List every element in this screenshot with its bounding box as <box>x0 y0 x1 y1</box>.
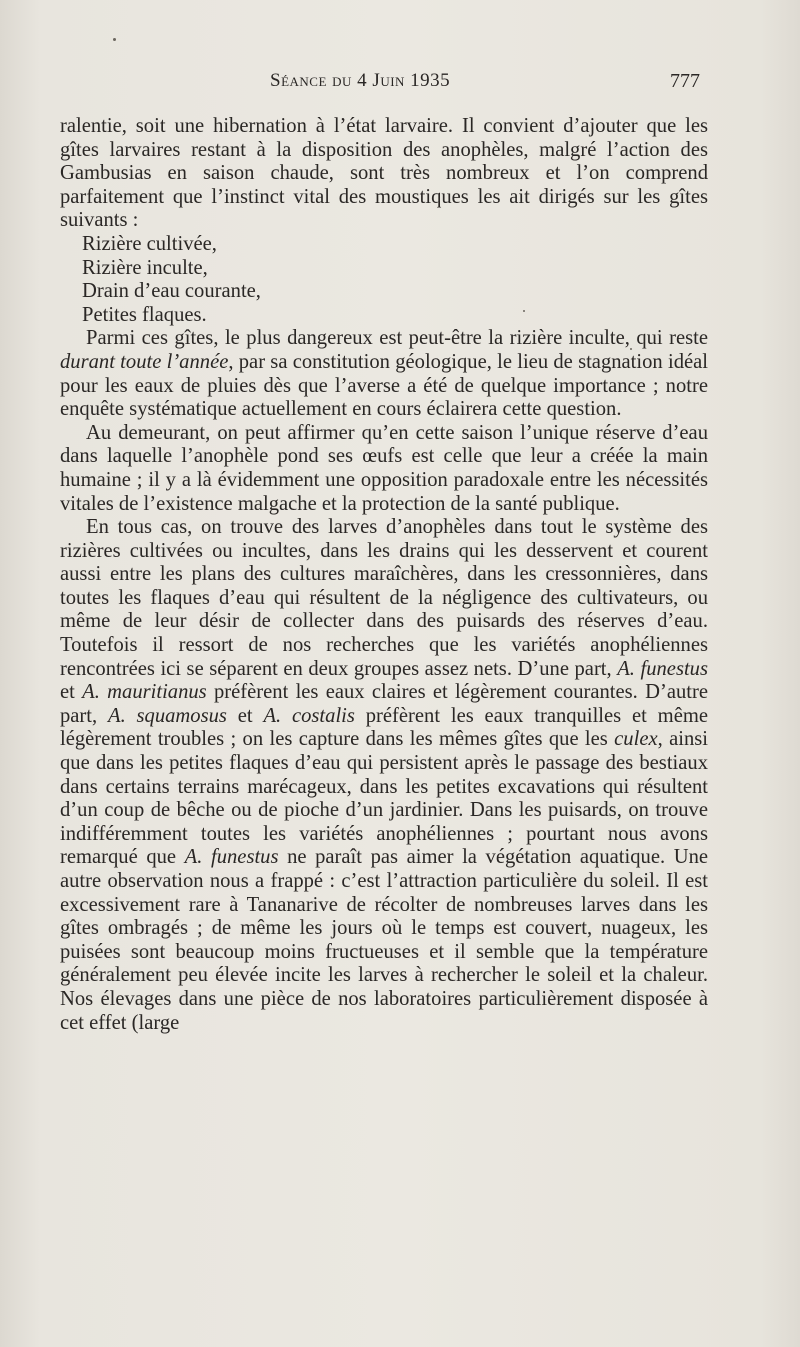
page-header <box>60 70 700 100</box>
text-run: et <box>226 704 264 727</box>
running-title: Séance du 4 Juin 1935 <box>270 70 451 91</box>
text-run: , ainsi que dans les petites flaques d’eau qui persistent après le passage des bestiaux dans certains terrains marécageux, dans les petites excavations qui résultent d’un coup de bêche ou de pioche d’un jardinier. Dans les puisards, on trouve indifféremment toutes les variétés anophéliennes ; pourtant nous avons remarqué que <box>60 728 708 869</box>
text-run: et <box>60 681 83 704</box>
list-item-riziere-inculte: Rizière inculte, <box>82 256 208 279</box>
paragraph-1: ralentie, soit une hibernation à l’état larvaire. Il convient d’ajouter que les gîtes larvaires restant à la disposition des anophèles, malgré l’action des Gambusias en saison chaude, sont très nombreux et l’on comprend parfaitement que l’instinct vital des moustiques les ait dirigés sur les gîtes suivants : <box>60 115 708 232</box>
list-item-riziere-cultivee: Rizière cultivée, <box>82 232 217 255</box>
page-number: 777 <box>670 70 700 92</box>
paragraph-2 <box>60 327 708 421</box>
species-name: A. funestus <box>617 657 708 680</box>
body-text <box>60 115 708 1035</box>
ink-speck <box>113 38 116 41</box>
list-item-flaques: Petites flaques. <box>82 303 207 326</box>
list-item-drain: Drain d’eau courante, <box>82 280 261 303</box>
genus-name: culex <box>614 728 658 751</box>
text-run: ne paraît pas aimer la végétation aquatique. Une autre observation nous a frappé : c’est l’attraction particulière du soleil. Il est excessivement rare à Tananarive de récolter de nombreuses larves dans les gîtes ombragés ; de même les jours où le temps est couvert, nuageux, les puisées sont beaucoup moins fructueuses et il semble que la température généralement peu élevée incite les larves à rechercher le soleil et la chaleur. Nos élevages dans une pièce de nos laboratoires particulièrement disposée à cet effet (large <box>60 846 709 1034</box>
text-run: préfèrent les eaux claires et légèrement courantes. D’autre part, <box>60 681 708 727</box>
text-run: préfèrent les eaux tranquilles et même légèrement troubles ; on les capture dans les mêmes gîtes que les <box>60 704 708 751</box>
italic-phrase: durant toute l’année <box>60 350 229 373</box>
text-run: En tous cas, on trouve des larves d’anophèles dans tout le système des rizières cultivées ou incultes, dans les drains qui les desservent et courent aussi entre les plans des cultures maraîchères, dans les cressonnières, dans toutes les flaques d’eau qui résultent de la négligence des cultivateurs, ou même de leur désir de collecter dans des puisards des réserves d’eau. Toutefois il ressort de nos recherches que les variétés anophéliennes rencontrées ici se séparent en deux groupes assez nets. D’une part, <box>60 516 708 680</box>
species-name: A. mauritianus <box>82 681 207 704</box>
text-run: Parmi ces gîtes, le plus dangereux est peut-être la rizière inculte, qui reste <box>86 327 708 350</box>
text-run: , par sa constitution géologique, le lieu de stagnation idéal pour les eaux de pluies dès que l’averse a été de quelque importance ; notre enquête systématique actuellement en cours éclairera cette question. <box>60 350 708 421</box>
paragraph-3: Au demeurant, on peut affirmer qu’en cette saison l’unique réserve d’eau dans laquelle l’anophèle pond ses œufs est celle que leur a créée la main humaine ; il y a là évidemment une opposition paradoxale entre les nécessités vitales de l’existence malgache et la protection de la santé publique. <box>60 421 708 515</box>
species-name: A. squamosus <box>107 704 227 727</box>
paragraph-4 <box>60 516 708 1035</box>
species-name: A. funestus <box>184 846 279 869</box>
species-name: A. costalis <box>263 704 355 727</box>
